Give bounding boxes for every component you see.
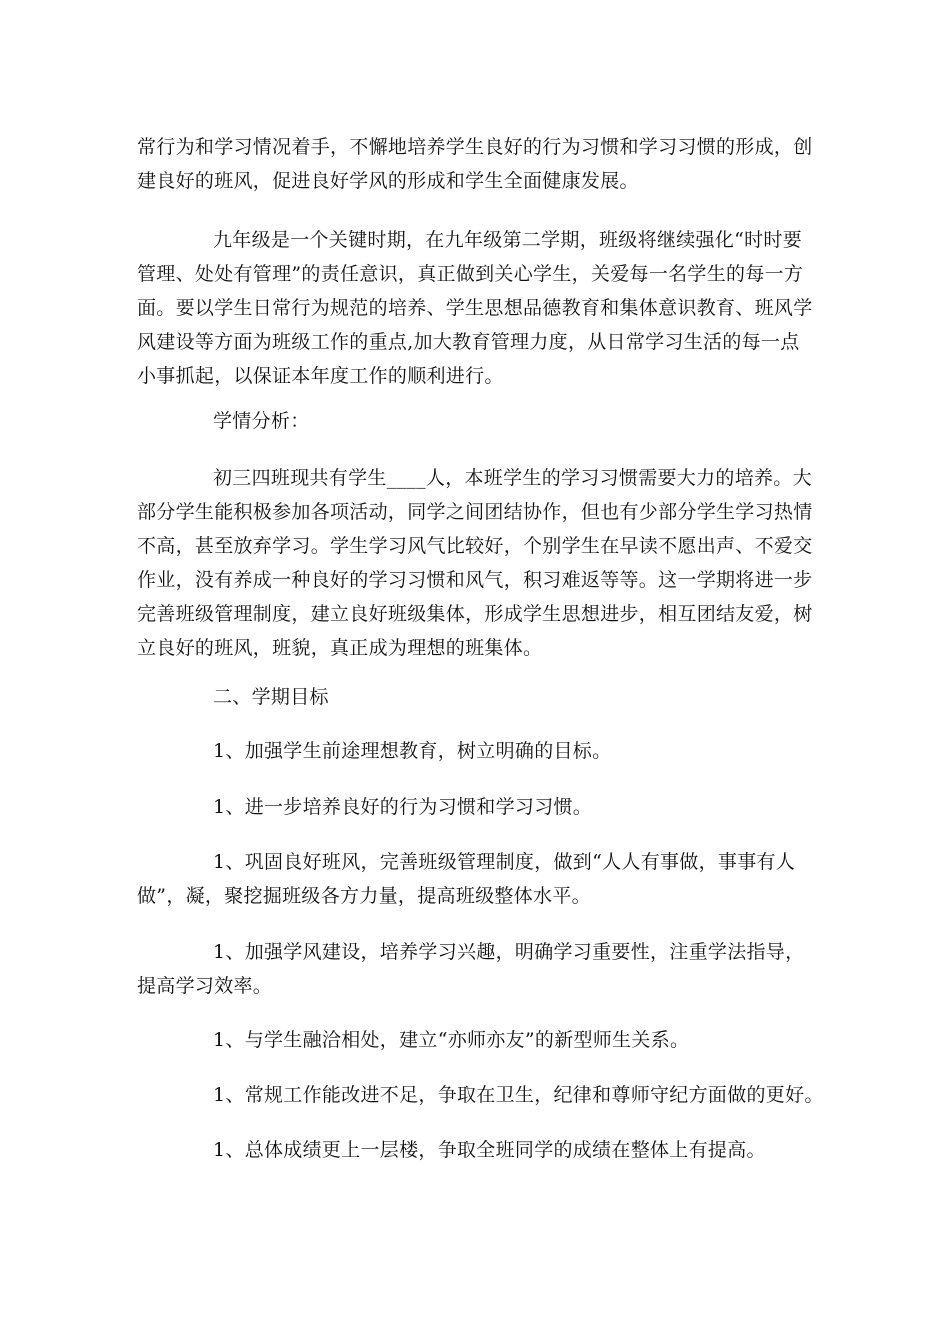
text-line: 做”，凝，聚挖掘班级各方力量，提高班级整体水平。 — [137, 885, 591, 907]
goal-item — [137, 1023, 817, 1057]
text-line: 小事抓起，以保证本年度工作的顺利进行。 — [137, 365, 504, 387]
text-line: 1、与学生融洽相处，建立“亦师亦友”的新型师生关系。 — [213, 1029, 690, 1051]
text-line: 九年级是一个关键时期，在九年级第二学期，班级将继续强化“时时要 — [213, 229, 803, 251]
text-line: 常行为和学习情况着手，不懈地培养学生良好的行为习惯和学习习惯的形成，创 — [137, 136, 813, 158]
goal-item — [137, 790, 817, 824]
text-line: 建良好的班风，促进良好学风的形成和学生全面健康发展。 — [137, 170, 639, 192]
text-line: 1、加强学生前途理想教育，树立明确的目标。 — [213, 740, 612, 762]
text-line: 管理、处处有管理”的责任意识，真正做到关心学生，关爱每一名学生的每一方 — [137, 263, 804, 285]
goal-item — [137, 1133, 817, 1167]
text-line: 提高学习效率。 — [137, 975, 273, 997]
text-line: 二、学期目标 — [213, 686, 329, 708]
section-heading-goals — [137, 680, 817, 714]
text-line: 1、常规工作能改进不足，争取在卫生，纪律和尊师守纪方面做的更好。 — [213, 1084, 824, 1106]
text-line: 立良好的班风，班貌，真正成为理想的班集体。 — [137, 637, 543, 659]
goal-item — [137, 1078, 824, 1112]
goal-item — [137, 935, 817, 1003]
text-line: 不高，甚至放弃学习。学生学习风气比较好，个别学生在早读不愿出声、不爱交 — [137, 535, 813, 557]
text-line: 1、总体成绩更上一层楼，争取全班同学的成绩在整体上有提高。 — [213, 1139, 766, 1161]
text-line: 1、进一步培养良好的行为习惯和学习习惯。 — [213, 796, 593, 818]
text-line: 部分学生能积极参加各项活动，同学之间团结协作，但也有少部分学生学习热情 — [137, 501, 813, 523]
text-line: 完善班级管理制度，建立良好班级集体，形成学生思想进步，相互团结友爱，树 — [137, 603, 813, 625]
paragraph-grade-nine — [137, 223, 817, 393]
text-line: 1、巩固良好班风，完善班级管理制度，做到“人人有事做，事事有人 — [213, 851, 796, 873]
goal-item — [137, 845, 817, 913]
text-line: 学情分析： — [213, 410, 310, 432]
section-heading-analysis — [137, 404, 817, 438]
text-line: 1、加强学风建设，培养学习兴趣，明确学习重要性，注重学法指导， — [213, 941, 805, 963]
goal-item — [137, 734, 817, 768]
text-line: 初三四班现共有学生____人，本班学生的学习习惯需要大力的培养。大 — [213, 467, 812, 489]
text-line: 作业，没有养成一种良好的学习习惯和风气，积习难返等等。这一学期将进一步 — [137, 569, 813, 591]
text-line: 风建设等方面为班级工作的重点,加大教育管理力度，从日常学习生活的每一点 — [137, 331, 800, 353]
text-line: 面。要以学生日常行为规范的培养、学生思想品德教育和集体意识教育、班风学 — [137, 297, 813, 319]
paragraph-class-analysis — [137, 461, 817, 665]
paragraph-continuation — [137, 130, 817, 198]
